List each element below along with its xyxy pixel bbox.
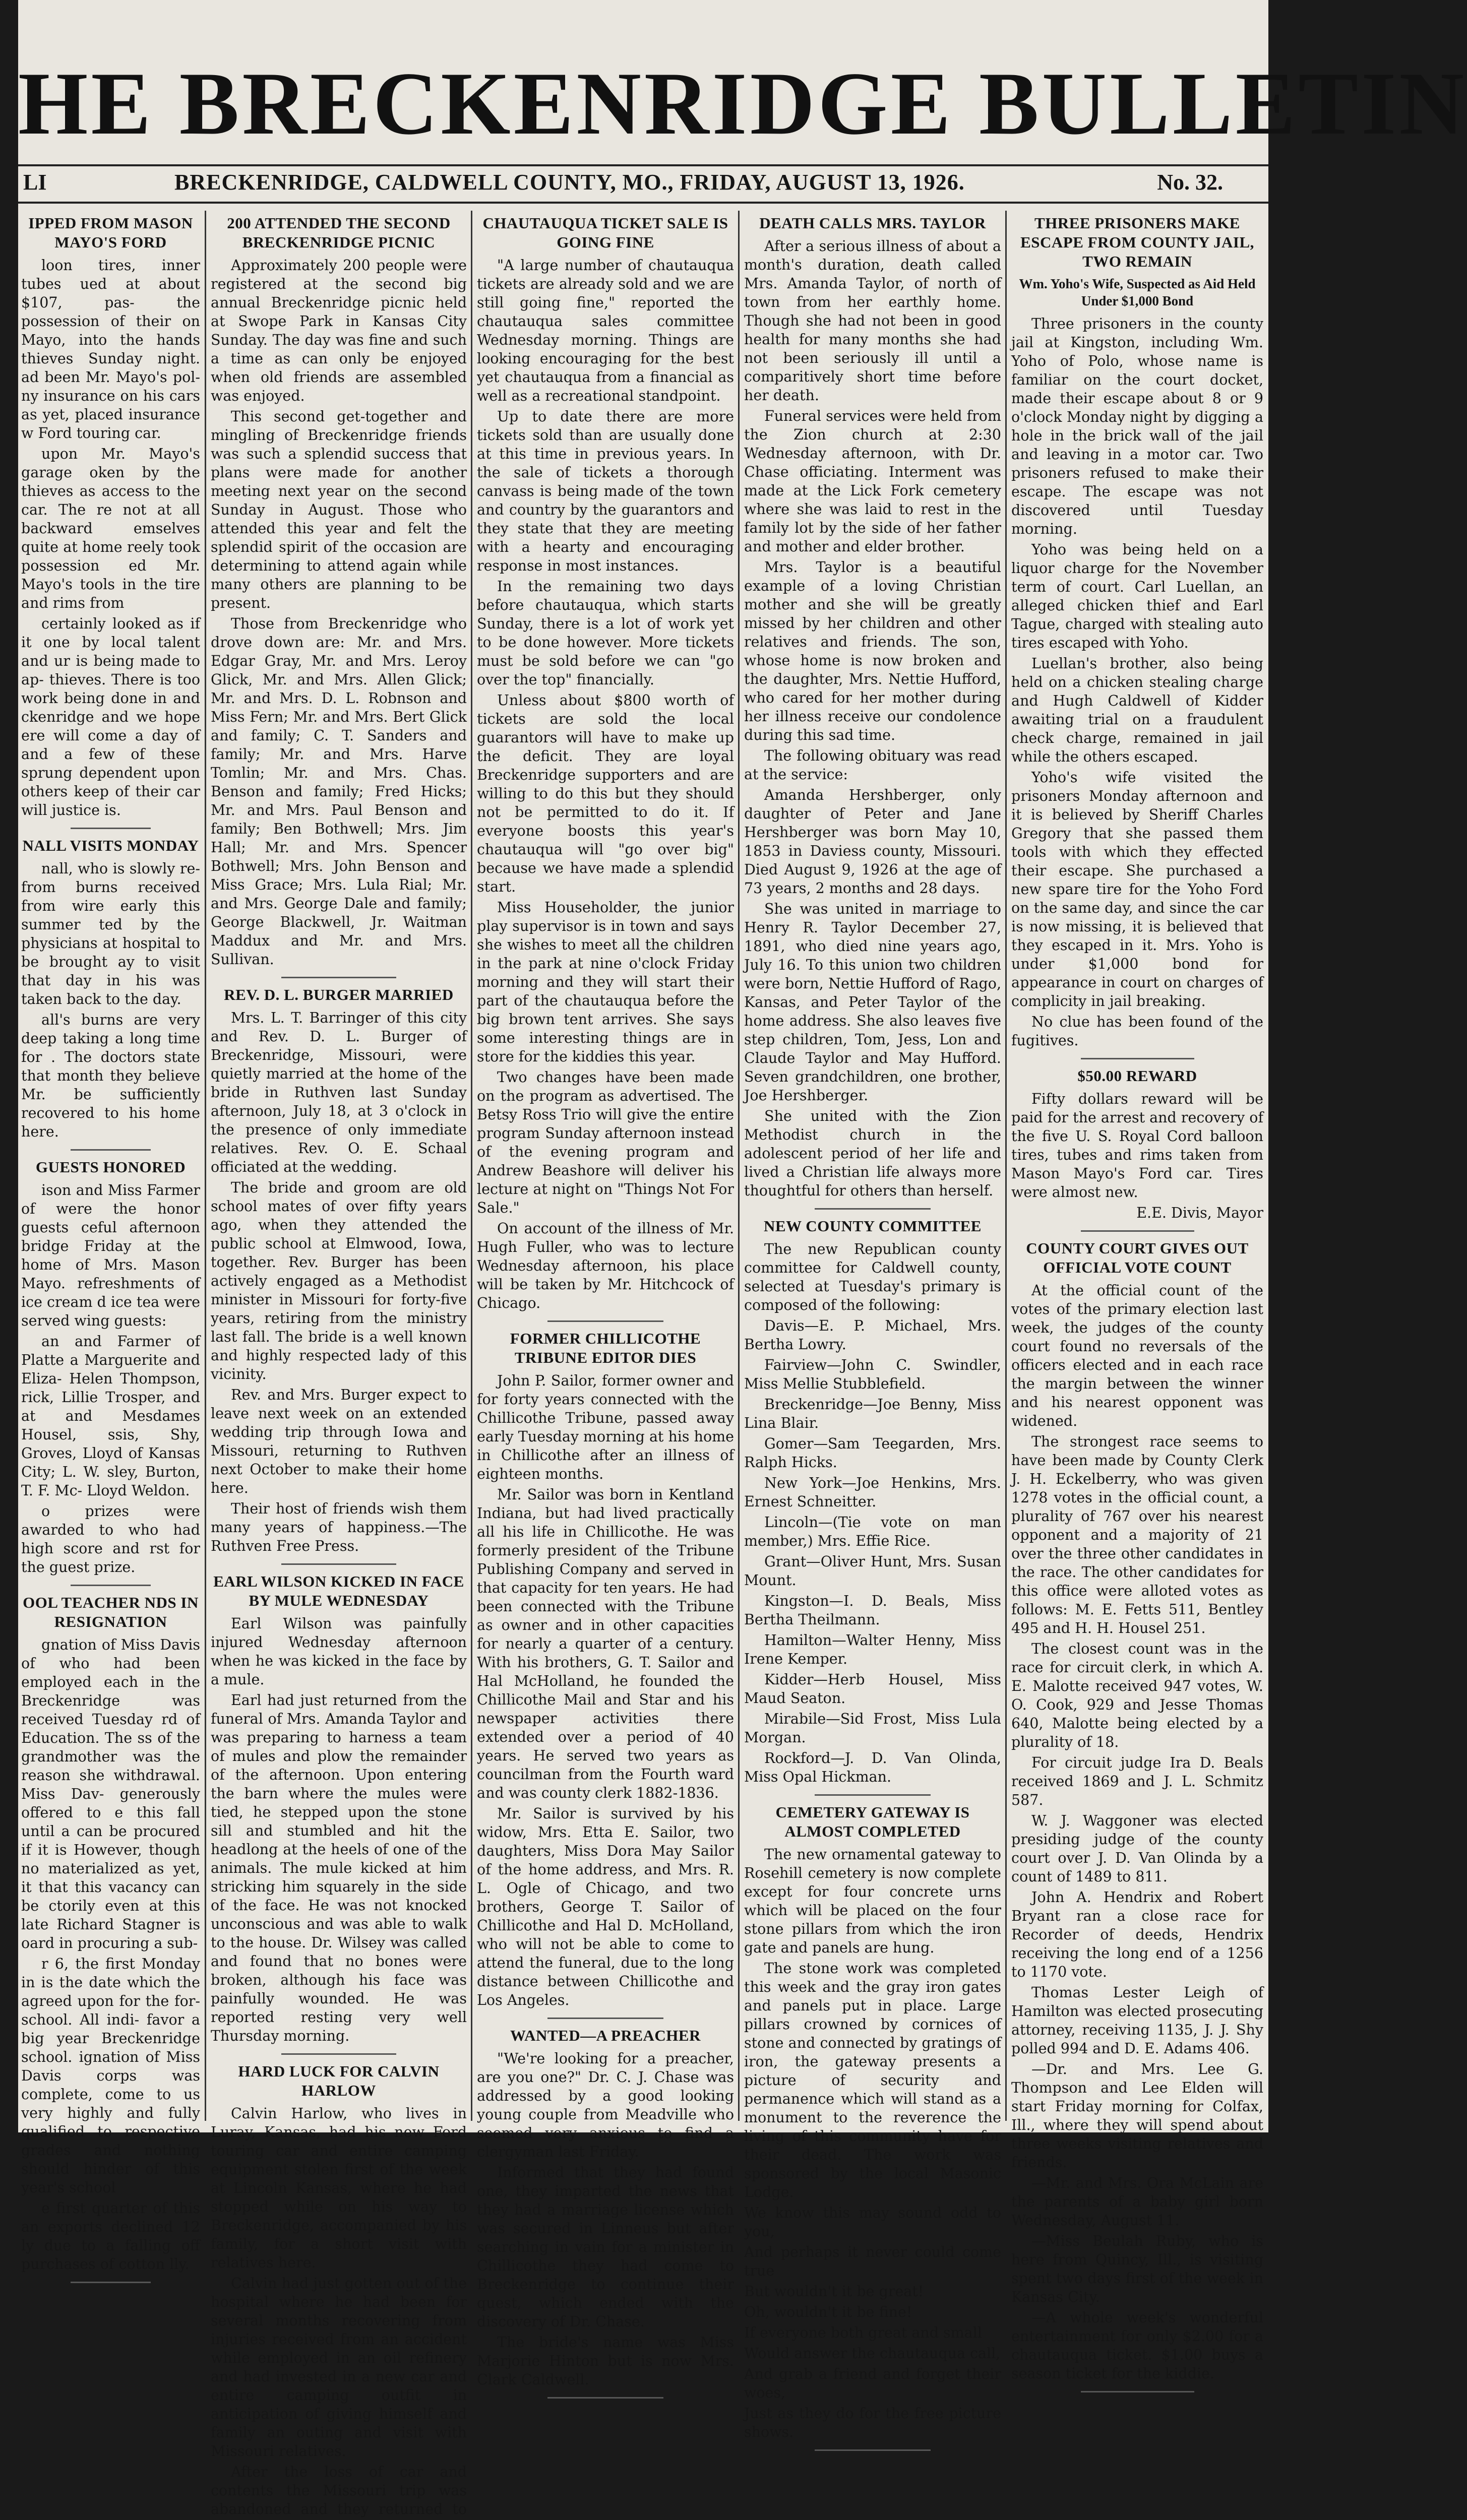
article-paragraph: Yoho's wife visited the prisoners Monday afternoon and it is believed by Sheriff Charles Gregory that she passed them tools with which they effected their escape. She purchased a new spare tire for the Yoho Ford on the same day, and since the car is now missing, it is believed that they escaped in it. Mrs. Yoho is under $1,000 bond for appearance in court on charges of complicity in jail breaking. [1011, 769, 1263, 1010]
article-paragraph: Gomer—Sam Teegarden, Mrs. Ralph Hicks. [744, 1435, 1001, 1471]
article-paragraph: "We're looking for a preacher, are you one?" Dr. C. J. Chase was addressed by a good looking young couple from Meadville who seemed very anxious to find a clergyman last Friday. [477, 2050, 734, 2160]
article-paragraph: Yoho was being held on a liquor charge for the November term of court. Carl Luellan, an alleged chicken thief and Earl Tague, charged with stealing auto tires escaped with Yoho. [1011, 541, 1263, 651]
article [21, 214, 200, 829]
article-paragraph: all's burns are very deep taking a long time for . The doctors state that month they believe Mr. be sufficiently recovered to his home here. [21, 1012, 200, 1140]
article-headline: IPPED FROM MASON MAYO'S FORD [28, 214, 193, 251]
article-paragraph: Those from Breckenridge who drove down are: Mr. and Mrs. Edgar Gray, Mr. and Mrs. Leroy Glick, Mr. and Mrs. Allen Glick; Mr. and Mrs. D. L. Robnson and Miss Fern; Mr. and Mrs. Bert Glick and family; C. T. Sanders and family; Mr. and Mrs. Harve Tomlin; Mr. and Mrs. Chas. Benson and family; Fred Hicks; Mr. and Mrs. Paul Benson and family; Ben Bothwell; Mrs. Jim Hall; Mr. and Mrs. Spencer Bothwell; Mrs. John Benson and Miss Grace; Mrs. Lula Rial; Mr. and Mrs. George Dale and family; George Blackwell, Jr. Waitman Maddux and Mr. and Mrs. Sullivan. [211, 615, 467, 968]
article-paragraph: John A. Hendrix and Robert Bryant ran a close race for Recorder of deeds, Hendrix receiving the long end of a 1256 to 1170 vote. [1011, 1889, 1263, 1980]
article-paragraph: —Miss Beulah Ruby, who is here from Quincy, Ill., is visiting spent two days first of the week in Kansas City. [1011, 2233, 1263, 2305]
article [21, 1158, 200, 1586]
article-separator [71, 828, 151, 829]
article-paragraph: The closest count was in the race for circuit clerk, in which A. E. Malotte received 947 votes, W. O. Cook, 929 and Jesse Thomas 640, Malotte being elected by a plurality of 18. [1011, 1641, 1263, 1750]
article-paragraph: Rev. and Mrs. Burger expect to leave next week on an extended wedding trip through Iowa and Missouri, returning to Ruthven next October to make their home here. [211, 1387, 467, 1496]
article-paragraph: Calvin Harlow, who lives in Luray, Kansas, had his new Ford touring car and entire camping equipment stolen first of the week at Lincoln Kansas, where he had stopped while on his way to Breckenridge, accompanied by his family, for a short visit with relatives here. [211, 2105, 467, 2271]
column-5 [1011, 211, 1263, 2382]
article-paragraph: o prizes were awarded to who had high score and rst for the guest prize. [21, 1503, 200, 1576]
article-paragraph: an and Farmer of Platte a Marguerite and Eliza- Helen Thompson, rick, Lillie Trosper, and at and Mesdames Housel, ssis, Shy, Groves, Lloyd of Kansas City; L. W. sley, Burton, T. F. Mc- Lloyd Weldon. [21, 1333, 200, 1499]
poem-line: We know this may sound odd to you, [744, 2204, 1001, 2240]
article-headline: CHAUTAUQUA TICKET SALE IS GOING FINE [482, 214, 728, 251]
article-paragraph: The stone work was completed this week and the gray iron gates and panels put in place. Large pillars crowned by cornices of stone and connected by gratings of iron, the gateway presents a picture of security and permanence which will stand as a monument to the reverence the living of this community have for their dead. The work was sponsored by the local Masonic Lodge. [744, 1960, 1001, 2200]
poem-line: And grab a friend and forget their woes, [744, 2366, 1001, 2401]
dateline-bar [18, 167, 1268, 198]
article-paragraph: Calvin had just gotten out of the hospital where he had been for several months recovering from injuries received from an accident while employed in an oil refinery and had invested in a new car and entire camping outfit in anticipation of giving himself and family an outing and visit with Missouri relatives. [211, 2275, 467, 2460]
article-separator [281, 2053, 397, 2055]
article-separator [1081, 1230, 1194, 1232]
article-paragraph: This second get-together and mingling of Breckenridge friends was such a splendid success that plans were made for another meeting next year on the second Sunday in August. Those who attended this year and felt the splendid spirit of the occasion are determining to attend again while many others are planning to be present. [211, 408, 467, 611]
column-1 [21, 211, 200, 2273]
article-paragraph: She united with the Zion Methodist church in the adolescent period of her life and lived a Christian life always more thoughtful for others than herself. [744, 1108, 1001, 1199]
article-paragraph: Approximately 200 people were registered at the second big annual Breckenridge picnic held at Swope Park in Kansas City Sunday. The day was fine and such a time as can only be enjoyed when old friends are assembled was enjoyed. [211, 257, 467, 404]
article-separator [815, 2449, 931, 2451]
article-paragraph: No clue has been found of the fugitives. [1011, 1014, 1263, 1049]
article-paragraph: In the remaining two days before chautauqua, which starts Sunday, there is a lot of work yet to be done however. More tickets must be sold before we can "go over the top" financially. [477, 578, 734, 688]
article-separator [547, 1320, 663, 1322]
column-divider [738, 211, 740, 2121]
article-paragraph: After a serious illness of about a month's duration, death called Mrs. Amanda Taylor, of north of town from her earthly home. Though she had not been in good health for many months she had not been seriously ill until a comparitively short time before her death. [744, 238, 1001, 404]
article-headline: GUESTS HONORED [35, 1158, 186, 1176]
poem-line: But wouldn't it be great! [744, 2283, 924, 2300]
article-paragraph: Amanda Hershberger, only daughter of Peter and Jane Hershberger was born May 10, 1853 in Daviess county, Missouri. Died August 9, 1926 at the age of 73 years, 2 months and 28 days. [744, 787, 1001, 897]
article-paragraph: Mrs. L. T. Barringer of this city and Rev. D. L. Burger of Breckenridge, Missouri, were quietly married at the home of the bride in Ruthven last Sunday afternoon, July 18, at 3 o'clock in the presence of only immediate relatives. Rev. O. E. Schaal officiated at the wedding. [211, 1010, 467, 1175]
article-paragraph: On account of the illness of Mr. Hugh Fuller, who was to lecture Wednesday afternoon, his place will be taken by Mr. Hitchcock of Chicago. [477, 1220, 734, 1311]
poem-line: Just as they do for the free picture shows. [744, 2405, 1001, 2440]
article-paragraph: Breckenridge—Joe Benny, Miss Lina Blair. [744, 1396, 1001, 1431]
article-paragraph: The new Republican county committee for Caldwell county, selected at Tuesday's primary is composed of the following: [744, 1241, 1001, 1313]
article-paragraph: The strongest race seems to have been made by County Clerk J. H. Eckelberry, who was given 1278 votes in the official count, a plurality of 767 over his nearest opponent and a majority of 21 over the three other candidates in the race. The other candidates for this office were alloted votes as follows: M. E. Fetts 511, Bentley 495 and H. H. Housel 251. [1011, 1433, 1263, 1636]
article-paragraph: At the official count of the votes of the primary election last week, the judges of the county court found no reversals of the officers elected and in each race the margin between the winner and his nearest opponent was widened. [1011, 1282, 1263, 1429]
column-4 [744, 211, 1001, 2440]
article [477, 214, 734, 1322]
article-paragraph: nall, who is slowly re- from burns received from wire early this summer ted by the physicians at hospital to be brought ay to visit that day in his was taken back to the day. [21, 860, 200, 1007]
article-paragraph: loon tires, inner tubes ued at about $107, pas- the possession of their on Mayo, into the hands thieves Sunday night. ad been Mr. Mayo's pol- ny insurance on his cars as yet, placed insurance w Ford touring car. [21, 257, 200, 442]
article-paragraph: —Dr. and Mrs. Lee G. Thompson and Lee Elden will start Friday morning for Colfax, Ill., where they will spend about three weeks visiting relatives and friends. [1011, 2061, 1263, 2171]
volume-label: LI [23, 170, 47, 195]
article-paragraph: upon Mr. Mayo's garage oken by the thieves as access to the car. The re not at all backward emselves quite at home reely took possession ed Mr. Mayo's tools in the tire and rims from [21, 446, 200, 611]
article-paragraph: Luellan's brother, also being held on a chicken stealing charge and Hugh Caldwell of Kidder awaiting trial on a fraudulent check charge, remained in jail while the others escaped. [1011, 655, 1263, 765]
masthead-rule-bottom [18, 202, 1268, 204]
dateline-text: BRECKENRIDGE, CALDWELL COUNTY, MO., FRIDAY, AUGUST 13, 1926. [174, 170, 965, 195]
article-paragraph: Mirabile—Sid Frost, Miss Lula Morgan. [744, 1711, 1001, 1746]
article [1011, 1066, 1263, 1232]
column-divider [471, 211, 472, 2121]
poem-line: If everyone both great and small [744, 2324, 982, 2341]
article-separator [71, 2282, 151, 2283]
article [211, 2062, 467, 2520]
article-paragraph: Earl Wilson was painfully injured Wednesday afternoon when he was kicked in the face by a mule. [211, 1615, 467, 1688]
article-paragraph: Informed that they had found one, they imparted the news that they had a marriage license which was secured in Linneus but after searching in vain for a minister in Chillicothe they had come to Breckenridge to continue their quest, which ended with the discovery of Dr. Chase. [477, 2164, 734, 2330]
article-paragraph: Thomas Lester Leigh of Hamilton was elected prosecuting attorney, receiving 1135, J. J. Shy polled 994 and D. E. Adams 406. [1011, 1984, 1263, 2057]
article-headline: $50.00 REWARD [1077, 1067, 1197, 1085]
article-separator [547, 2397, 663, 2399]
article-paragraph: W. J. Waggoner was elected presiding judge of the county court over J. D. Van Olinda by a count of 1489 to 811. [1011, 1812, 1263, 1885]
article-headline: WANTED—A PREACHER [510, 2027, 701, 2044]
article-paragraph: Davis—E. P. Michael, Mrs. Bertha Lowry. [744, 1317, 1001, 1353]
article-paragraph: —A whole week's wonderful entertainment for only $2.00 for a chautauqua ticket. $1.00 buys a season ticket for the kiddie. [1011, 2309, 1263, 2382]
article [744, 1217, 1001, 1796]
article-paragraph: After the loss of car and contents the Missouri trip was abandoned and they returned to [211, 2464, 467, 2517]
article-paragraph: Kidder—Herb Housel, Miss Maud Seaton. [744, 1671, 1001, 1707]
article-paragraph: r 6, the first Monday in is the date which the agreed upon for the for- school. All indi- favor a big year Breckenridge school. ignation of Miss Davis corps was complete, come to us very highly and fully qualified to respective grades and nothing should hinder of this year's school [21, 1956, 200, 2196]
poem-line: And perhaps it never could come true [744, 2244, 1001, 2279]
article-separator [71, 1149, 151, 1151]
article-paragraph: John P. Sailor, former owner and for forty years connected with the Chillicothe Tribune, passed away early Tuesday morning at his home in Chillicothe after an illness of eighteen months. [477, 1372, 735, 1482]
article [477, 1329, 734, 2019]
article-headline: NEW COUNTY COMMITTEE [764, 1217, 982, 1235]
article-paragraph: e first quarter of this an exports declined 12 ly due to a falling off purchases of cotton lly. [21, 2200, 200, 2273]
article-paragraph: The bride and groom are old school mates of over fifty years ago, when they attended the public school at Elmwood, Iowa, together. Rev. Burger has been actively engaged as a Methodist minister in Missouri for forty-five years, retiring from the ministry last fall. The bride is a well known and highly respected lady of this vicinity. [211, 1179, 467, 1382]
article-separator [1081, 1058, 1194, 1059]
article-headline: THREE PRISONERS MAKE ESCAPE FROM COUNTY JAIL, TWO REMAIN [1020, 214, 1254, 270]
article-paragraph: Fairview—John C. Swindler, Miss Mellie Stubblefield. [744, 1357, 1001, 1392]
article-paragraph: For circuit judge Ira D. Beals received 1869 and J. L. Schmitz 587. [1011, 1754, 1263, 1808]
masthead-rule-top [18, 164, 1268, 166]
article-paragraph: Their host of friends wish them many years of happiness.—The Ruthven Free Press. [211, 1500, 467, 1554]
article [477, 2026, 734, 2399]
article-separator [281, 1563, 397, 1565]
article-headline: 200 ATTENDED THE SECOND BRECKENRIDGE PICNIC [227, 214, 451, 251]
article [211, 1572, 467, 2055]
article-paragraph: Funeral services were held from the Zion church at 2:30 Wednesday afternoon, with Dr. Chase officiating. Interment was made at the Lick Fork cemetery where she was laid to rest in the family lot by the side of her father and mother and elder brother. [744, 408, 1001, 555]
article [21, 1593, 200, 2283]
article-paragraph: The new ornamental gateway to Rosehill cemetery is now complete except for four concrete urns which will be placed on the four stone pillars from which the iron gate and panels are hung. [744, 1846, 1001, 1956]
article-separator [815, 1794, 931, 1796]
article-paragraph: Mr. Sailor is survived by his widow, Mrs. Etta E. Sailor, two daughters, Miss Dora May Sailor of the home address, and Mrs. R. L. Ogle of Chicago, and two brothers, George T. Sailor of Chillicothe and Hal D. McHolland, who will not be able to come to attend the funeral, due to the long distance between Chillicothe and Los Angeles. [477, 1805, 734, 2008]
issue-number: No. 32. [1157, 170, 1223, 195]
article-paragraph: Mrs. Taylor is a beautiful example of a loving Christian mother and she will be greatly missed by her children and other relatives and friends. The son, whose home is now broken and the daughter, Mrs. Nettie Hufford, who cared for her mother during her illness receive our condolence during this sad time. [744, 559, 1001, 743]
article-paragraph: Fifty dollars reward will be paid for the arrest and recovery of the five U. S. Royal Cord balloon tires, tubes and rims taken from Mason Mayo's Ford car. Tires were almost new. [1011, 1091, 1263, 1201]
article-paragraph: Earl had just returned from the funeral of Mrs. Amanda Taylor and was preparing to harness a team of mules and plow the remainder of the afternoon. Upon entering the barn where the mules were tied, he stepped upon the stone sill and stumbled and hit the headlong at the heels of one of the animals. The mule kicked at him stricking him squarely in the side of the face. He was not knocked unconscious and was able to walk to the house. Dr. Wilsey was called and found that no bones were broken, although his face was painfully wounded. He was reported resting very well Thursday morning. [211, 1692, 467, 2044]
article-paragraph: The following obituary was read at the service: [744, 747, 1001, 783]
article-separator [547, 2018, 663, 2019]
article-separator [281, 977, 397, 978]
article-paragraph: gnation of Miss Davis of who had been employed each in the Breckenridge was received Tuesday rd of Education. The ss of the grandmother was the reason she withdrawal. Miss Dav- generously offered to e this fall until a can be procured if it is However, though no materialized as yet, it that this vacancy can be ctorily even at this late Richard Stagner is oard in procuring a sub- [21, 1636, 200, 1951]
article-paragraph: —Mr. and Mrs. Ora McLain are the parents of a baby girl born Wednesday, August 11. [1011, 2175, 1263, 2229]
article-paragraph: Rockford—J. D. Van Olinda, Miss Opal Hickman. [744, 1750, 1001, 1785]
article-paragraph: Grant—Oliver Hunt, Mrs. Susan Mount. [744, 1553, 1001, 1589]
article-paragraph: certainly looked as if it one by local talent and ur is being made to ap- thieves. There is too work being done in and ckenridge and we hope ere will come a day of and a few of these sprung dependent upon others keep of their car will justice is. [21, 615, 200, 818]
article-paragraph: "A large number of chautauqua tickets are already sold and we are still going fine," reported the chautauqua sales committee Wednesday morning. Things are looking encouraging for the best yet chautauqua from a financial as well as a recreational standpoint. [477, 257, 734, 404]
article-headline: EARL WILSON KICKED IN FACE BY MULE WEDNESDAY [213, 1572, 464, 1609]
column-2 [211, 211, 467, 2517]
newspaper-page [18, 0, 1467, 2517]
article-headline: OOL TEACHER NDS IN RESIGNATION [23, 1594, 199, 1630]
article-paragraph: Mr. Sailor was born in Kentland Indiana, but had lived practically all his life in Chillicothe. He was formerly president of the Tribune Publishing Company and served in that capacity for ten years. He had been connected with the Tribune as owner and in other capacities for nearly a quarter of a century. With his brothers, G. T. Sailor and Hal McHolland, he founded the Chillicothe Mail and Star and his newspaper activities there extended over a period of 40 years. He served two years as councilman from the Fourth ward and was county clerk 1882-1836. [477, 1486, 734, 1801]
masthead-title: HE BRECKENRIDGE BULLETIN [18, 53, 1467, 153]
article-paragraph: New York—Joe Henkins, Mrs. Ernest Schneitter. [744, 1475, 1001, 1510]
column-divider [1005, 211, 1007, 2121]
column-3 [477, 211, 735, 2388]
article [744, 1803, 1001, 2451]
article-separator [815, 1208, 931, 1210]
article-paragraph: Two changes have been made on the program as advertised. The Betsy Ross Trio will give the entire program Sunday afternoon instead of the evening program and Andrew Beashore will deliver his lecture at night on "Things Not For Sale." [477, 1069, 734, 1216]
article-headline: CEMETERY GATEWAY IS ALMOST COMPLETED [775, 1803, 970, 1840]
article [1011, 1239, 1263, 2392]
article-headline: REV. D. L. BURGER MARRIED [224, 986, 454, 1003]
column-divider [205, 211, 206, 2121]
article-paragraph: She was united in marriage to Henry R. Taylor December 27, 1891, who died nine years ago, July 16. To this union two children were born, Nettie Hufford of Rago, Kansas, and Peter Taylor of the home address. She also leaves five step children, Tom, Jess, Lon and Claude Taylor and May Hufford. Seven grandchildren, one brother, Joe Hershberger. [744, 901, 1001, 1104]
poem-line: Would answer the chautauqua call, [744, 2345, 1001, 2362]
article-headline: HARD LUCK FOR CALVIN HARLOW [238, 2062, 440, 2099]
article-headline: COUNTY COURT GIVES OUT OFFICIAL VOTE COUNT [1026, 1239, 1249, 1276]
article-separator [1081, 2391, 1194, 2392]
article-headline: FORMER CHILLICOTHE TRIBUNE EDITOR DIES [510, 1330, 701, 1366]
article [211, 214, 467, 978]
article [744, 214, 1001, 1210]
article-separator [71, 1585, 151, 1586]
article-paragraph: ison and Miss Farmer of were the honor guests ceful afternoon bridge Friday at the home of Mrs. Mason Mayo. refreshments of ice cream d ice tea were served wing guests: [21, 1182, 200, 1329]
article-paragraph: Three prisoners in the county jail at Kingston, including Wm. Yoho of Polo, whose name is familiar on the court docket, made their escape about 8 or 9 o'clock Monday night by digging a hole in the brick wall of the jail and leaving in a motor car. Two prisoners refused to make their escape. The escape was not discovered until Tuesday morning. [1011, 316, 1263, 537]
article-paragraph: Hamilton—Walter Henny, Miss Irene Kemper. [744, 1632, 1001, 1667]
poem-line: Oh, wouldn't it be fine! [744, 2304, 912, 2320]
article-paragraph: Up to date there are more tickets sold than are usually done at this time in previous years. In the sale of tickets a thorough canvass is being made of the town and country by the guarantors and they state that they are meeting with a hearty and encouraging response in most instances. [477, 408, 734, 574]
article-headline: NALL VISITS MONDAY [22, 837, 199, 854]
article-subheadline: Wm. Yoho's Wife, Suspected as Aid Held Under $1,000 Bond [1019, 276, 1256, 308]
article-paragraph: Kingston—I. D. Beals, Miss Bertha Theilmann. [744, 1593, 1001, 1628]
article-headline: DEATH CALLS MRS. TAYLOR [759, 214, 986, 232]
article-paragraph: Lincoln—(Tie vote on man member,) Mrs. Effie Rice. [744, 1514, 1001, 1549]
article-paragraph: The bride's name was Miss Marjorie Hinton but is now Mrs. Clark Caldwell. [477, 2334, 734, 2388]
article [211, 985, 467, 1565]
article-paragraph: Unless about $800 worth of tickets are sold the local guarantors will have to make up the deficit. They are loyal Breckenridge supporters and are willing to do this but they should not be permitted to do it. If everyone boosts this year's chautauqua will "go over big" because we have made a splendid start. [477, 692, 734, 895]
article-paragraph: Miss Householder, the junior play supervisor is in town and says she wishes to meet all the children in the park at nine o'clock Friday morning and they will start their part of the chautauqua before the big brown tent arrives. She says some interesting things are in store for the kiddies this year. [477, 899, 734, 1065]
article-signature: E.E. Divis, Mayor [1136, 1205, 1263, 1221]
article [1011, 214, 1263, 1059]
article [21, 836, 200, 1151]
